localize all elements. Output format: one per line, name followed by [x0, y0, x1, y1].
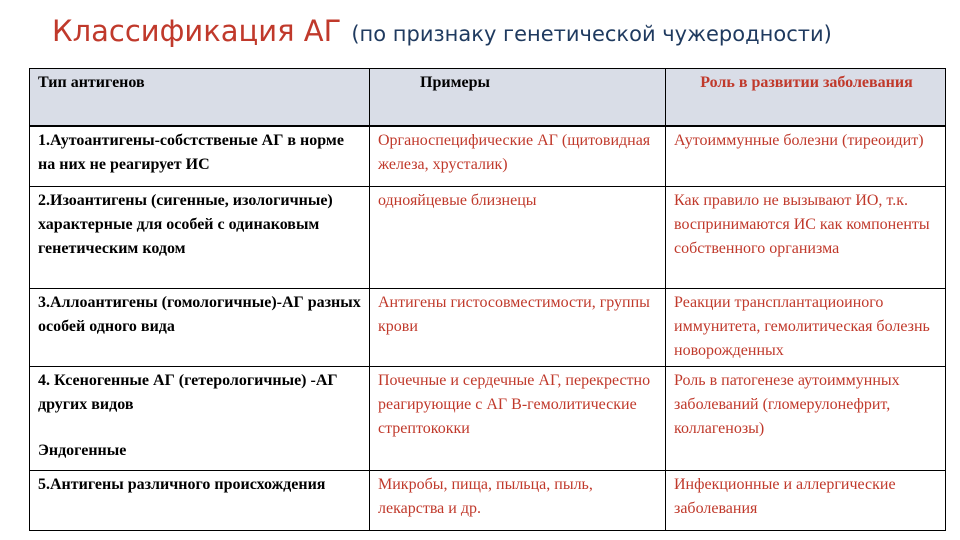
title-subtitle: (по признаку генетической чужеродности): [351, 22, 832, 46]
cell-type-main: 4. Ксеногенные АГ (гетерологичные) -АГ других видов: [38, 371, 338, 413]
cell-example: Органоспецифические АГ (щитовидная железа, хрусталик): [370, 126, 666, 186]
cell-example: Микробы, пища, пыльца, пыль, лекарства и др.: [370, 470, 666, 530]
table-row: [30, 366, 946, 470]
table-row: [30, 470, 946, 530]
cell-role: Роль в патогенезе аутоиммунных заболеваний (гломерулонефрит, коллагенозы): [666, 366, 946, 470]
cell-type: 5.Антигены различного происхождения: [30, 470, 370, 530]
cell-example: Почечные и сердечные АГ, перекрестно реагирующие с АГ В-гемолитические стрептококки: [370, 366, 666, 470]
title-main: Классификация АГ: [52, 14, 342, 48]
cell-type: 3.Аллоантигены (гомологичные)-АГ разных особей одного вида: [30, 288, 370, 366]
header-examples: Примеры: [370, 69, 666, 127]
cell-example: однояйцевые близнецы: [370, 186, 666, 288]
table-row: [30, 288, 946, 366]
cell-example: Антигены гистосовместимости, группы крови: [370, 288, 666, 366]
cell-type: 2.Изоантигены (сигенные, изологичные) характерные для особей с одинаковым генетическим кодом: [30, 186, 370, 288]
table-row: [30, 186, 946, 288]
cell-role: Как правило не вызывают ИО, т.к. воспринимаются ИС как компоненты собственного организма: [666, 186, 946, 288]
table-header-row: [30, 69, 946, 127]
cell-role: Аутоиммунные болезни (тиреоидит): [666, 126, 946, 186]
header-antigen-type: Тип антигенов: [30, 69, 370, 127]
cell-type: 1.Аутоантигены-собстственые АГ в норме на них не реагирует ИС: [30, 126, 370, 186]
header-disease-role: Роль в развитии заболевания: [666, 69, 946, 127]
cell-type: [30, 366, 370, 470]
cell-type-extra: Эндогенные: [38, 441, 127, 459]
cell-role: Инфекционные и аллергические заболевания: [666, 470, 946, 530]
slide-title: [52, 14, 832, 48]
classification-table: [29, 68, 946, 531]
cell-role: Реакции трансплантациоиного иммунитета, гемолитическая болезнь новорожденных: [666, 288, 946, 366]
table-row: [30, 126, 946, 186]
